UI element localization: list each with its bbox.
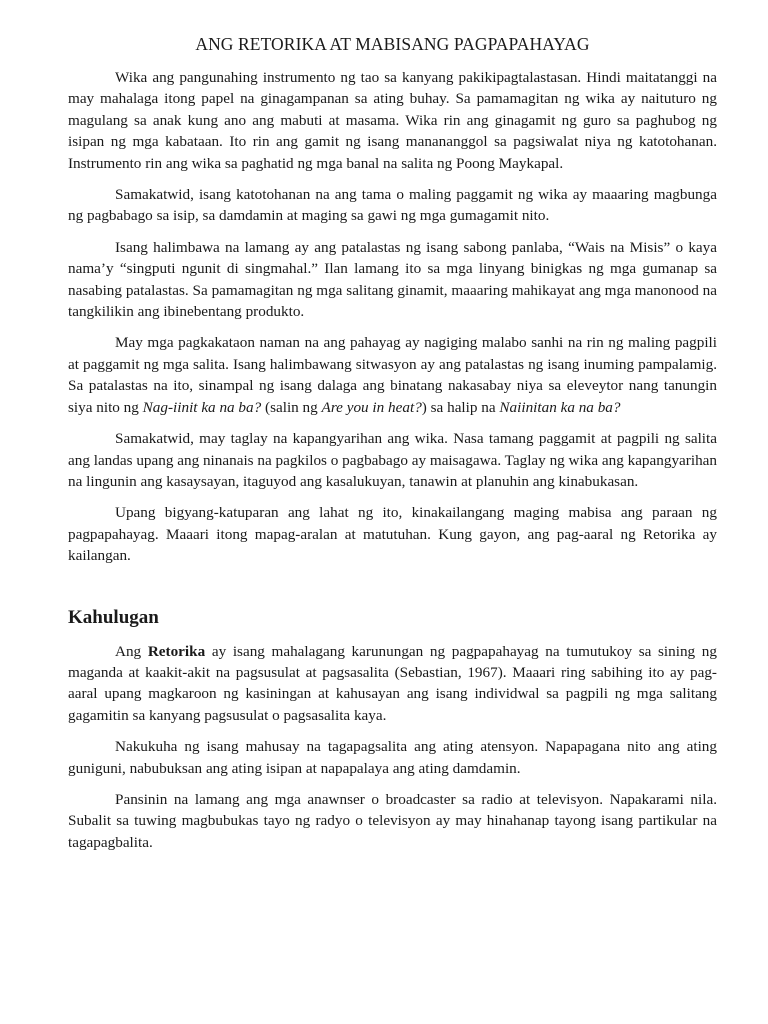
section-heading: Kahulugan: [68, 606, 159, 628]
paragraph: [68, 789, 717, 853]
paragraph: [68, 736, 717, 779]
text-run: (salin ng: [261, 398, 322, 416]
paragraph: [68, 641, 717, 727]
text-run: Isang halimbawa na lamang ay ang patalastas ng isang sabong panlaba, “Wais na Misis” o kaya nama’y “singputi ngunit di singmahal.” Ilan lamang ito sa mga linyang binigkas ng mga gumanap sa nasabing patalastas. Sa pamamagitan ng mga salitang ginamit, maaaring mahikayat ang mga manonood na tangkilikin ang ibinebentang produkto.: [68, 238, 717, 321]
intro-body: [68, 67, 717, 567]
text-run: May mga pagkakataon naman na ang pahayag ay nagiging malabo sanhi na rin ng maling pagpili at paggamit ng mga salita. Isang halimbawang sitwasyon ay ang patalastas ng isang inuming pampalamig. Sa patalastas na ito, sinampal ng isang dalaga ang binatang nakasabay niya sa eleveytor nang tanungin siya nito ng: [68, 334, 717, 416]
document-title: ANG RETORIKA AT MABISANG PAGPAPAHAYAG: [195, 34, 590, 54]
paragraph: [68, 67, 717, 174]
text-run: ) sa halip na: [421, 398, 500, 416]
paragraph: [68, 237, 717, 323]
text-run: ay isang mahalagang karunungan ng pagpapahayag na tumutukoy sa sining ng maganda at kaakit-akit na pagsusulat at pagsasalita (Sebastian, 1967). Maaari ring sabihing ito ay pag-aaral upang magkaroon ng kasiningan at kahusayan ang isang individwal sa pagpili ng mga salitang gagamitin sa kanyang pagsusulat o pagsasalita kaya.: [68, 642, 717, 724]
paragraph: [68, 332, 717, 418]
text-run: Samakatwid, isang katotohanan na ang tama o maling paggamit ng wika ay maaaring magbunga ng pagbabago sa isip, sa damdamin at maging sa gawi ng mga gumagamit nito.: [68, 186, 717, 225]
paragraph: [68, 184, 717, 227]
section-body: [68, 641, 717, 854]
italic-text: Naiinitan ka na ba?: [499, 398, 621, 416]
text-run: Nakukuha ng isang mahusay na tagapagsalita ang ating atensyon. Napapagana nito ang ating guniguni, nabubuksan ang ating isipan at napapalaya ang ating damdamin.: [68, 738, 717, 777]
document-page: [68, 34, 717, 863]
text-run: Pansinin na lamang ang mga anawnser o broadcaster sa radio at televisyon. Napakarami nila. Subalit sa tuwing magbubukas tayo ng radyo o televisyon ay may hinahanap tayong isang partikular na tagapagbalita.: [68, 790, 717, 851]
text-run: Ang: [115, 642, 148, 660]
paragraph: [68, 502, 717, 566]
bold-text: Retorika: [147, 642, 206, 660]
italic-text: Nag-iinit ka na ba?: [142, 398, 262, 416]
text-run: Wika ang pangunahing instrumento ng tao sa kanyang pakikipagtalastasan. Hindi maitatanggi na may mahalaga itong papel na ginagampanan sa ating buhay. Sa pamamagitan ng wika ay naituturo ng magulang sa anak kung ano ang mabuti at masama. Wika rin ang ginagamit ng guro sa paghubog ng isipan ng mga kabataan. Ito rin ang gamit ng isang manananggol sa pagsiwalat niya ng katotohanan. Instrumento rin ang wika sa paghatid ng mga banal na salita ng Poong Maykapal.: [68, 69, 717, 172]
text-run: Samakatwid, may taglay na kapangyarihan ang wika. Nasa tamang paggamit at pagpili ng salita ang landas upang ang ninanais na pagkilos o pagbabago ay maisagawa. Taglay ng wika ang kapangyarihan na lingunin ang kasaysayan, itaguyod ang kasalukuyan, tanawin at planuhin ang kinabukasan.: [68, 430, 717, 490]
italic-text: Are you in heat?: [321, 398, 422, 416]
paragraph: [68, 428, 717, 492]
text-run: Upang bigyang-katuparan ang lahat ng ito, kinakailangang maging mabisa ang paraan ng pagpapahayag. Maaari itong mapag-aralan at matutuhan. Kung gayon, ang pag-aaral ng Retorika ay kailangan.: [68, 504, 717, 565]
